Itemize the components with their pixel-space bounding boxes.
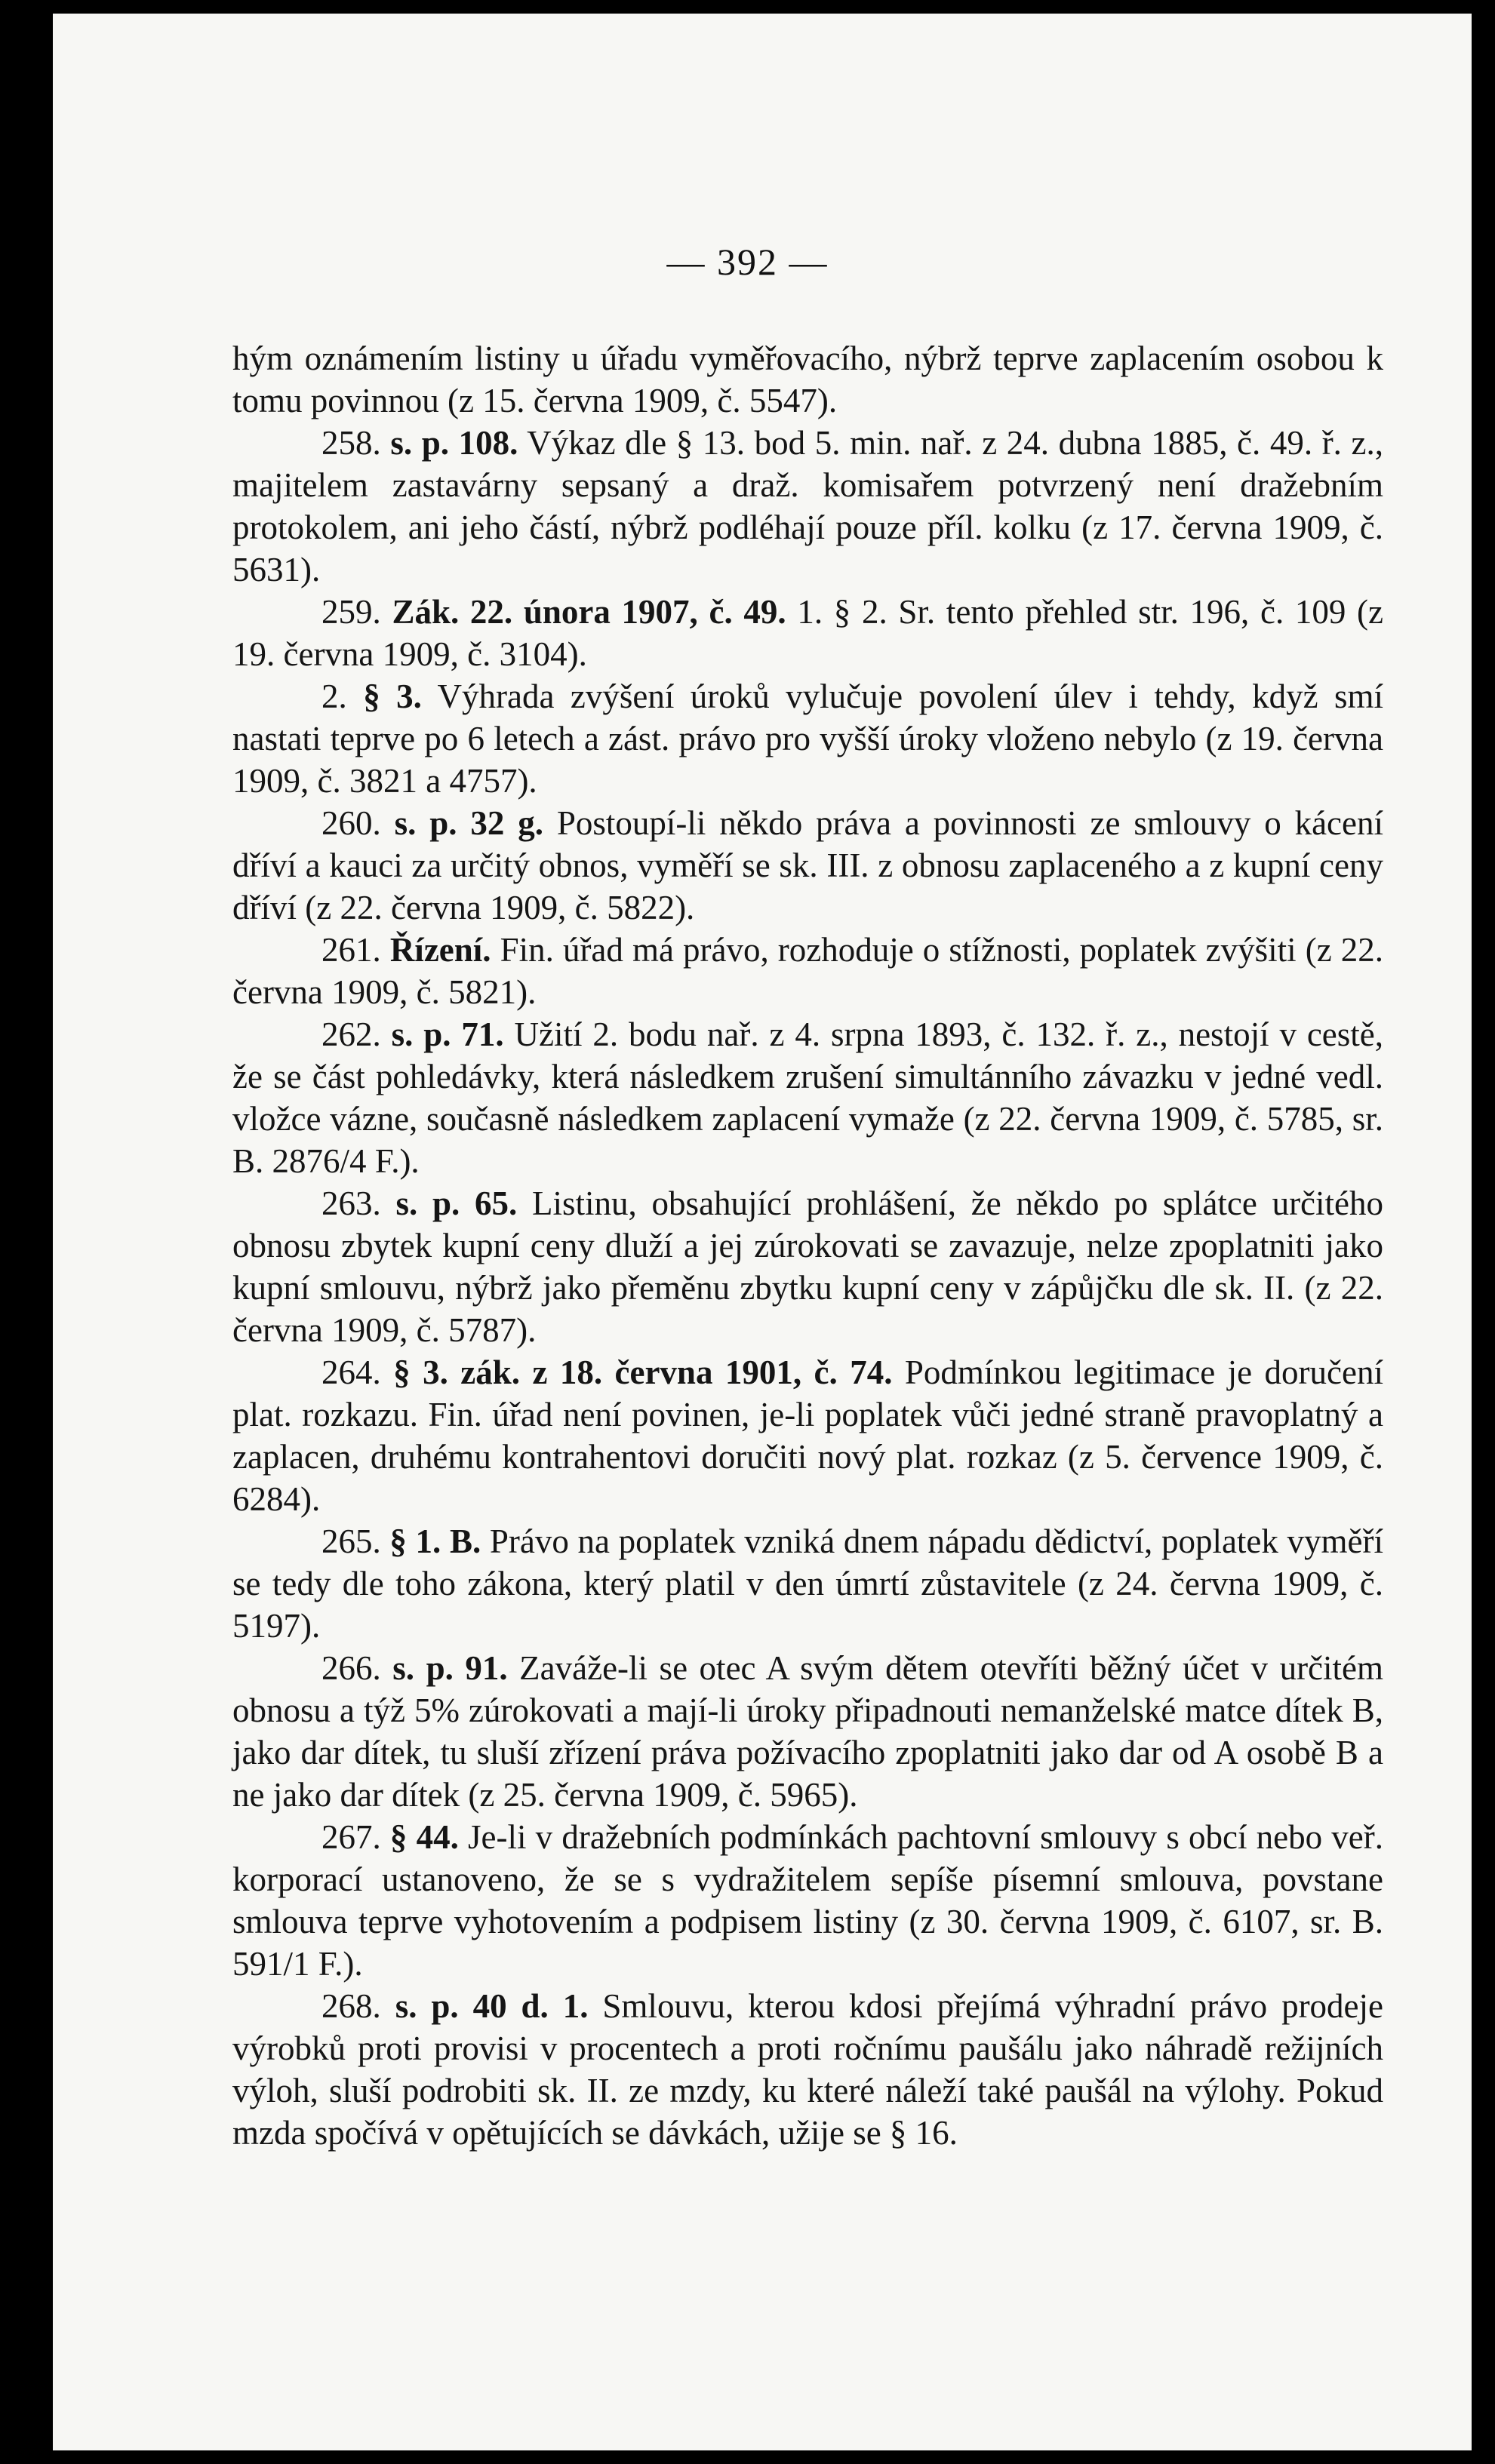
- paragraph-266: [232, 1647, 1383, 1816]
- paragraph-number: 261.: [321, 931, 381, 969]
- paragraph-267: [232, 1816, 1383, 1985]
- paragraph-text: Výkaz dle § 13. bod 5. min. nař. z 24. dubna 1885, č. 49. ř. z., majitelem zastavárny sepsaný a draž. komisařem potvrzený není dražebním protokolem, ani jeho částí, nýbrž podléhají pouze příl. kolku (z 17. června 1909, č. 5631).: [232, 424, 1384, 588]
- paragraph-260: [232, 802, 1383, 929]
- page-number: — 392 —: [666, 241, 829, 283]
- paragraph-reference: § 44.: [389, 1818, 459, 1856]
- paragraph-264: [232, 1351, 1383, 1520]
- paragraph-number: 265.: [321, 1522, 381, 1560]
- paragraph-reference: s. p. 40 d. 1.: [395, 1987, 589, 2025]
- paragraph-reference: s. p. 32 g.: [394, 804, 543, 842]
- paragraph-text: Výhrada zvýšení úroků vylučuje povolení úlev i tehdy, když smí nastati teprve po 6 letech a zást. právo pro vyšší úroky vloženo nebylo (z 19. června 1909, č. 3821 a 4757).: [232, 677, 1384, 800]
- paragraph-259: [232, 591, 1383, 675]
- paragraph-265: [232, 1520, 1383, 1647]
- paragraph-reference: § 1. B.: [389, 1522, 481, 1560]
- paragraph-number: 264.: [321, 1353, 381, 1391]
- paragraph-text: Užití 2. bodu nař. z 4. srpna 1893, č. 132. ř. z., nestojí v cestě, že se část pohledávky, která následkem zrušení simultánního závazku v jedné vedl. vložce vázne, současně následkem zaplacení vymaže (z 22. června 1909, č. 5785, sr. B. 2876/4 F.).: [232, 1015, 1383, 1180]
- paragraph-reference: Řízení.: [389, 931, 491, 969]
- paragraph-text: hým oznámením listiny u úřadu vyměřovacího, nýbrž teprve zaplacením osobou k tomu povinnou (z 15. června 1909, č. 5547).: [232, 339, 1383, 419]
- paragraph-reference: s. p. 91.: [392, 1649, 508, 1687]
- paragraph-number: 268.: [321, 1987, 381, 2025]
- paragraph-258: [232, 422, 1383, 591]
- paragraph-number: 263.: [321, 1184, 381, 1222]
- paragraph-reference: s. p. 108.: [390, 424, 518, 462]
- paragraph-text: 1. § 2. Sr. tento přehled str. 196, č. 109 (z 19. června 1909, č. 3104).: [232, 593, 1384, 673]
- paragraph-reference: § 3. zák. z 18. června 1901, č. 74.: [393, 1353, 893, 1391]
- paragraph-number: 2.: [321, 677, 347, 715]
- paragraph-number: 262.: [321, 1015, 381, 1053]
- paragraph-text: Postoupí-li někdo práva a povinnosti ze smlouvy o kácení dříví a kauci za určitý obnos, vyměří se sk. III. z obnosu zaplaceného a z kupní ceny dříví (z 22. června 1909, č. 5822).: [232, 804, 1383, 926]
- paragraph-number: 266.: [321, 1649, 381, 1687]
- paragraph-268: [232, 1985, 1383, 2154]
- paragraph-continuation: [232, 337, 1383, 422]
- paragraph-number: 267.: [321, 1818, 381, 1856]
- paragraph-259-2: [232, 675, 1383, 802]
- paragraph-261: [232, 929, 1383, 1013]
- paragraph-reference: § 3.: [363, 677, 422, 715]
- paragraph-reference: Zák. 22. února 1907, č. 49.: [392, 593, 786, 631]
- paragraph-263: [232, 1182, 1383, 1351]
- paragraph-number: 258.: [321, 424, 381, 462]
- paragraph-262: [232, 1013, 1383, 1182]
- paragraph-text: Listinu, obsahující prohlášení, že někdo po splátce určitého obnosu zbytek kupní ceny dluží a jej zúrokovati se zavazuje, nelze zpoplatniti jako kupní smlouvu, nýbrž jako přeměnu zbytku kupní ceny v zápůjčku dle sk. II. (z 22. června 1909, č. 5787).: [232, 1184, 1384, 1349]
- paragraph-reference: s. p. 65.: [395, 1184, 518, 1222]
- paragraph-text: Fin. úřad má právo, rozhoduje o stížnosti, poplatek zvýšiti (z 22. června 1909, č. 5821).: [232, 931, 1383, 1011]
- paragraph-text: Smlouvu, kterou kdosi přejímá výhradní právo prodeje výrobků proti provisi v procentech a proti ročnímu paušálu jako náhradě režijních výloh, sluší podrobiti sk. II. ze mzdy, ku které náleží také paušál na výlohy. Pokud mzda spočívá v opětujících se dávkách, užije se § 16.: [232, 1987, 1384, 2152]
- paragraph-text: Zaváže-li se otec A svým dětem otevříti běžný účet v určitém obnosu a týž 5% zúrokovati a mají-li úroky připadnouti nemanželské matce dítek B, jako dar dítek, tu sluší zřízení práva požívacího zpoplatniti jako dar od A osobě B a ne jako dar dítek (z 25. června 1909, č. 5965).: [232, 1649, 1384, 1814]
- paragraph-text: Právo na poplatek vzniká dnem nápadu dědictví, poplatek vyměří se tedy dle toho zákona, který platil v den úmrtí zůstavitele (z 24. června 1909, č. 5197).: [232, 1522, 1384, 1645]
- paragraph-reference: s. p. 71.: [391, 1015, 504, 1053]
- paragraph-text: Je-li v dražebních podmínkách pachtovní smlouvy s obcí nebo veř. korporací ustanoveno, že se s vydražitelem sepíše písemní smlouva, povstane smlouva teprve vyhotovením a podpisem listiny (z 30. června 1909, č. 6107, sr. B. 591/1 F.).: [232, 1818, 1383, 1983]
- paragraph-number: 259.: [321, 593, 381, 631]
- paragraph-number: 260.: [321, 804, 381, 842]
- document-body: [232, 337, 1383, 2154]
- paragraph-text: Podmínkou legitimace je doručení plat. rozkazu. Fin. úřad není povinen, je-li poplatek vůči jedné straně pravoplatný a zaplacen, druhému kontrahentovi doručiti nový plat. rozkaz (z 5. července 1909, č. 6284).: [232, 1353, 1383, 1518]
